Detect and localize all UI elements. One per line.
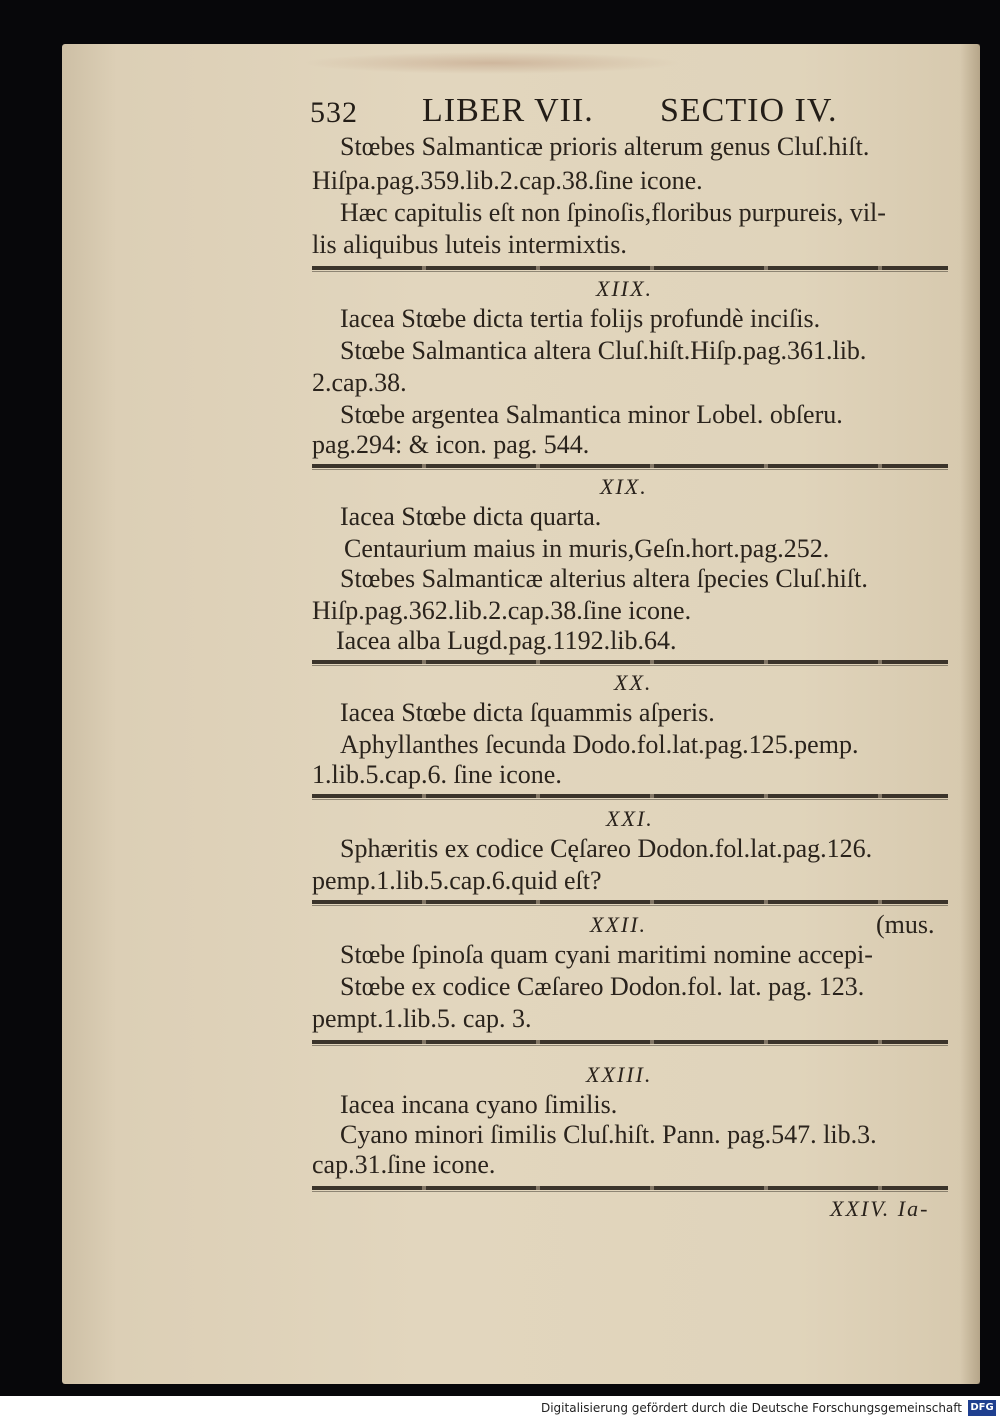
footer-credit: Digitalisierung gefördert durch die Deutsche Forschungsgemeinschaft: [540, 1401, 962, 1415]
text-line: Stœbe argentea Salmantica minor Lobel. obſeru.: [340, 400, 843, 429]
section-number: XX.: [614, 670, 653, 695]
text-line: Iacea alba Lugd.pag.1192.lib.64.: [336, 626, 677, 655]
text-line: Stœbes Salmanticæ alterius altera ſpecies Cluſ.hiſt.: [340, 564, 868, 593]
text-line: Iacea Stœbe dicta quarta.: [340, 502, 602, 531]
text-line: pemp.1.lib.5.cap.6.quid eſt?: [312, 866, 602, 895]
text-line: Hiſpa.pag.359.lib.2.cap.38.ſine icone.: [312, 166, 703, 195]
text-line: Centaurium maius in muris,Geſn.hort.pag.252.: [344, 534, 830, 563]
book-title: LIBER VII.: [422, 92, 594, 129]
text-line: Hiſp.pag.362.lib.2.cap.38.ſine icone.: [312, 596, 692, 625]
text-line-overflow: (mus.: [876, 910, 935, 939]
text-line: Cyano minori ſimilis Cluſ.hiſt. Pann. pag.547. lib.3.: [340, 1120, 877, 1149]
text-line: cap.31.ſine icone.: [312, 1150, 496, 1179]
section-divider: [312, 266, 948, 270]
dfg-logo: DFG: [968, 1400, 996, 1416]
text-line: Hæc capitulis eſt non ſpinoſis,floribus purpureis, vil-: [340, 198, 886, 227]
text-line: 2.cap.38.: [312, 368, 407, 397]
text-line: pag.294: & icon. pag. 544.: [312, 430, 590, 459]
section-number: XIX.: [600, 474, 648, 499]
text-line: pempt.1.lib.5. cap. 3.: [312, 1004, 532, 1033]
text-line: Stœbes Salmanticæ prioris alterum genus Cluſ.hiſt.: [340, 132, 870, 161]
section-divider: [312, 900, 948, 904]
text-line: Stœbe Salmantica altera Cluſ.hiſt.Hiſp.pag.361.lib.: [340, 336, 867, 365]
text-line: Sphæritis ex codice Cęſareo Dodon.fol.lat.pag.126.: [340, 834, 873, 863]
text-line: Stœbe ſpinoſa quam cyani maritimi nomine accepi-: [340, 940, 873, 969]
section-number: XXII.: [590, 912, 648, 937]
footer-bar: [0, 1396, 1000, 1423]
text-line: lis aliquibus luteis intermixtis.: [312, 230, 627, 259]
section-number: XIIX.: [596, 276, 654, 301]
text-line: Aphyllanthes ſecunda Dodo.fol.lat.pag.125.pemp.: [340, 730, 859, 759]
text-line: Iacea Stœbe dicta tertia folijs profundè inciſis.: [340, 304, 821, 333]
text-line: 1.lib.5.cap.6. ſine icone.: [312, 760, 562, 789]
catchword: XXIV. Ia-: [830, 1196, 930, 1221]
section-divider: [312, 464, 948, 468]
ink-bleed-stain: [302, 52, 682, 74]
text-line: Stœbe ex codice Cæſareo Dodon.fol. lat. pag. 123.: [340, 972, 865, 1001]
section-divider: [312, 660, 948, 664]
section-divider: [312, 794, 948, 798]
section-number: XXI.: [606, 806, 654, 831]
page-number: 532: [310, 96, 358, 129]
text-line: Iacea incana cyano ſimilis.: [340, 1090, 618, 1119]
section-title: SECTIO IV.: [660, 92, 838, 129]
section-divider: [312, 1040, 948, 1044]
section-number: XXIII.: [586, 1062, 653, 1087]
text-line: Iacea Stœbe dicta ſquammis aſperis.: [340, 698, 715, 727]
section-divider: [312, 1186, 948, 1190]
page-edge-shadow: [960, 44, 980, 1384]
